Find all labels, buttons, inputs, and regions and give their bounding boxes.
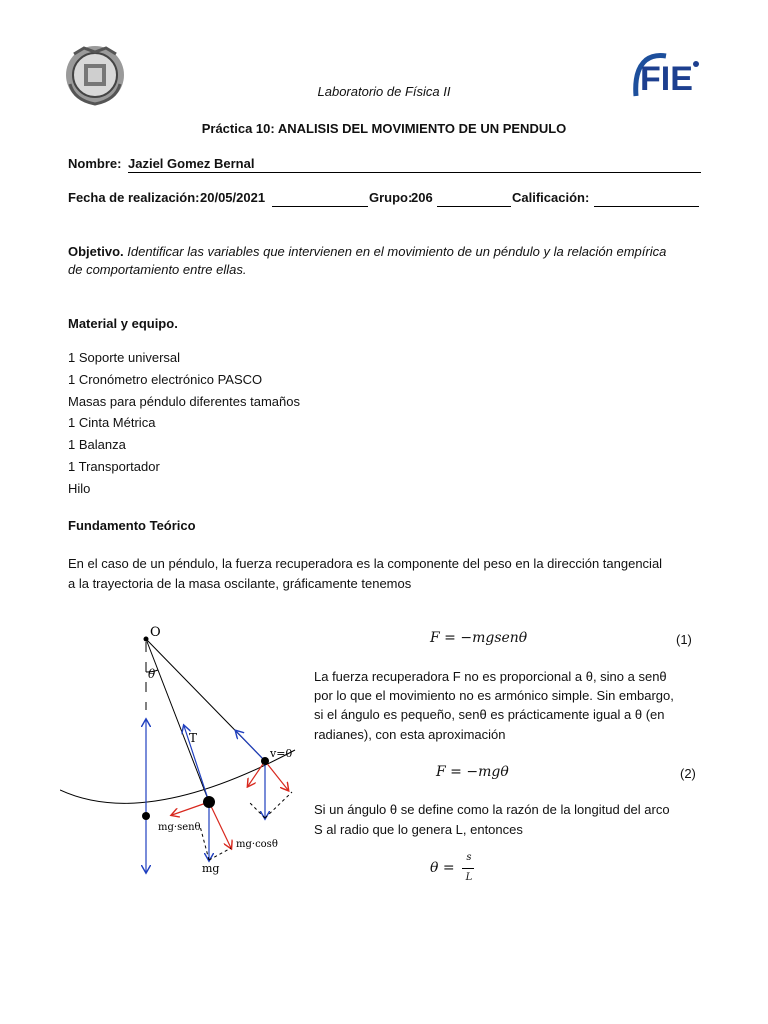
theory-para2-line4: radianes), con esta aproximación — [314, 727, 506, 742]
group-underline — [437, 206, 511, 207]
trajectory-arc — [60, 750, 295, 803]
extreme-red-arrow-2 — [265, 761, 288, 790]
materials-heading: Material y equipo. — [68, 316, 178, 331]
theory-para1-line2: a la trayectoria de la masa oscilante, gráficamente tenemos — [68, 576, 412, 591]
theory-para2-line3: si el ángulo es pequeño, senθ es prácticamente igual a θ (en — [314, 707, 665, 722]
label-v0: v=0 — [270, 747, 293, 760]
objective-label: Objetivo. — [68, 244, 124, 259]
material-item: 1 Cronómetro electrónico PASCO — [68, 372, 263, 387]
material-item: 1 Cinta Métrica — [68, 415, 156, 430]
label-mgsen: mg·senθ — [158, 822, 201, 833]
label-mg: mg — [202, 862, 220, 875]
label-theta: θ — [148, 667, 156, 681]
date-label: Fecha de realización: — [68, 190, 200, 205]
grade-underline — [594, 206, 699, 207]
equation-2-number: (2) — [680, 766, 696, 781]
bottom-mass — [142, 812, 150, 820]
label-mgcos: mg·cosθ — [236, 839, 278, 850]
fraction-bar — [462, 868, 474, 869]
name-label: Nombre: — [68, 156, 122, 171]
extreme-dash-2 — [265, 792, 292, 818]
pendulum-string — [146, 639, 209, 802]
extreme-tension-arrow — [236, 731, 265, 761]
component-dash-2 — [200, 826, 209, 860]
equation-1: F = −mgsenθ — [430, 630, 528, 646]
extreme-dash-1 — [250, 803, 265, 818]
date-underline — [272, 206, 368, 207]
group-value: 206 — [411, 190, 433, 205]
equation-3-denominator: L — [465, 872, 473, 883]
material-item: 1 Soporte universal — [68, 350, 181, 365]
material-item: 1 Transportador — [68, 459, 160, 474]
practice-title: Práctica 10: ANALISIS DEL MOVIMIENTO DE UN PENDULO — [201, 121, 567, 136]
extreme-red-arrow-1 — [248, 761, 265, 786]
theory-para2-line1: La fuerza recuperadora F no es proporcional a θ, sino a senθ — [314, 669, 667, 684]
objective-text-1: Identificar las variables que intervienen en el movimiento de un péndulo y la relación empírica — [127, 244, 667, 259]
pendulum-diagram — [60, 620, 310, 890]
pendulum-mass — [203, 796, 215, 808]
extreme-mass — [261, 757, 269, 765]
material-item: Hilo — [68, 481, 91, 496]
equation-1-number: (1) — [676, 632, 692, 647]
theory-para2-line2: por lo que el movimiento no es armónico simple. Sin embargo, — [314, 688, 674, 703]
equation-3-numerator: s — [466, 852, 472, 863]
material-item: 1 Balanza — [68, 437, 126, 452]
theory-para1-line1: En el caso de un péndulo, la fuerza recuperadora es la componente del peso en la dirección tangencial — [68, 556, 663, 571]
mgcos-arrow — [209, 802, 231, 848]
name-value: Jaziel Gomez Bernal — [128, 156, 255, 171]
label-t: T — [189, 731, 198, 745]
grade-label: Calificación: — [512, 190, 590, 205]
objective-text-2: de comportamiento entre ellas. — [68, 262, 247, 277]
theory-heading: Fundamento Teórico — [68, 518, 196, 533]
lab-title: Laboratorio de Física II — [317, 84, 451, 99]
name-field — [128, 156, 701, 173]
equation-3-lhs: θ = — [430, 860, 455, 876]
component-dash — [209, 848, 231, 860]
university-seal-logo — [64, 44, 126, 106]
equation-2: F = −mgθ — [436, 764, 509, 780]
theory-para3-line1: Si un ángulo θ se define como la razón de la longitud del arco — [314, 802, 670, 817]
material-item: Masas para péndulo diferentes tamaños — [68, 394, 300, 409]
group-label: Grupo: — [369, 190, 413, 205]
fie-logo — [632, 50, 704, 100]
date-value: 20/05/2021 — [200, 190, 266, 205]
label-o: O — [150, 625, 161, 640]
svg-text:FIE: FIE — [640, 60, 693, 98]
objective-line1 — [68, 244, 666, 260]
theory-para3-line2: S al radio que lo genera L, entonces — [314, 822, 523, 837]
